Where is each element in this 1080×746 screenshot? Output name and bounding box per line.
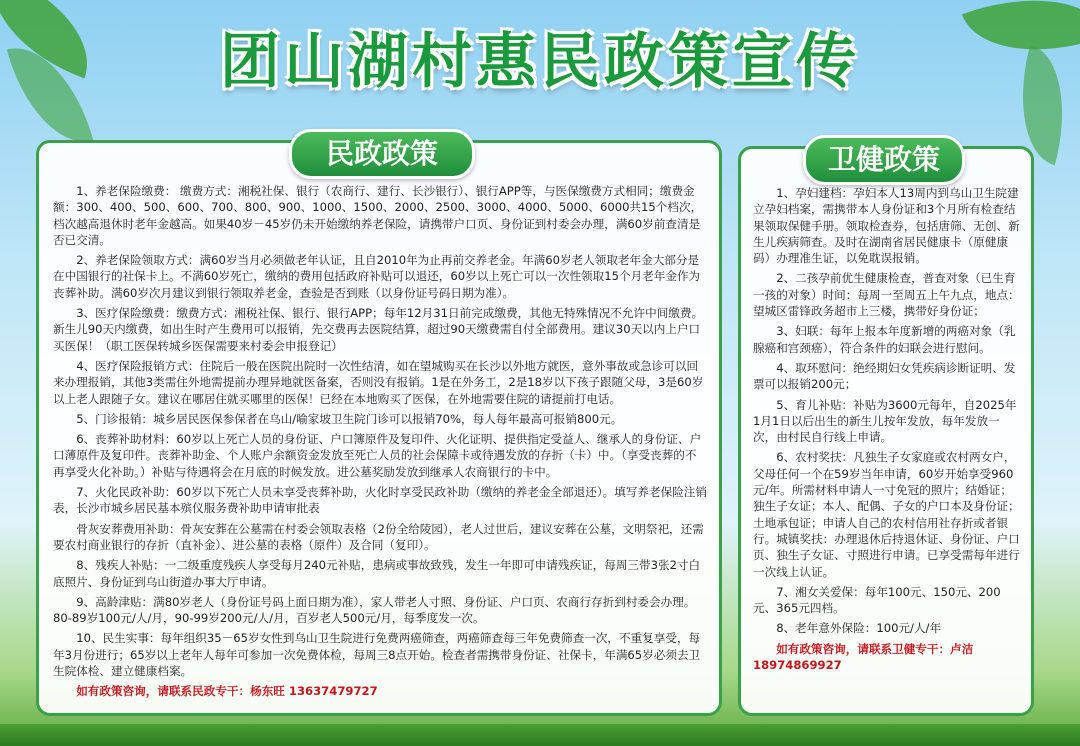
health-item-5: 5、育儿补贴：补贴为3600元每年，自2025年1月1日以后出生的新生儿按年发放，每年发放一次，由村民自行线上申请。 (753, 397, 1017, 445)
health-item-6: 6、农村奖扶：凡独生子女家庭或农村两女户，父母任何一个在59岁当年申请，60岁开始享受960元/年。所需材料申请人一寸免冠的照片；结婚证；独生子女证；本人、配偶、子女的户口本及身份证；土地承包证；申请人自己的农村信用社存折或者银行。城镇奖扶：办理退休后持退休证、身份证、户口页、独生子女证、寸照进行申请。已享受需每年进行一次线上认证。 (753, 450, 1020, 579)
health-panel (738, 143, 1034, 716)
civil-item-10: 10、民生实事：每年组织35－65岁女性到乌山卫生院进行免费两癌筛查，两癌筛查每三年免费筛查一次，不重复享受，每年3月份进行；65岁以上老年人每年可参加一次免费体检，每周三8点开始。检查者需携带身份证、社保卡，年满65岁必须去卫生院体检、建立健康档案。 (53, 631, 701, 679)
civil-item-3: 3、医疗保险缴费：缴费方式：湘税社保、银行、银行APP；每年12月31日前完成缴费，其他无特殊情况不允许中间缴费。新生儿90天内缴费，如出生时产生费用可以报销，先交费再去医院结算，超过90天缴费需自付全部费用。建议30天以内上户口买医保！（职工医保转城乡医保需要来村委会申报登记） (53, 306, 704, 353)
health-item-7: 7、湘女关爱保：每年100元、150元、200元、365元四档。 (753, 584, 1001, 616)
health-contact: 如有政策咨询，请联系卫健专干：卢洁 18974869927 (753, 641, 974, 673)
grass-border (0, 724, 1080, 746)
civil-item-6: 6、丧葬补助材料：60岁以上死亡人员的身份证、户口簿原件及复印件、火化证明、提供指定受益人、继承人的身份证、户口薄原件及复印件。丧葬补助金、个人账户余额资金发放至死亡人员的社会保障卡或待遇发放的存折（卡）中。（享受丧葬的不再享受火化补助。）补贴与待遇将会在月底的时候发放。进公墓奖励发放到继承人农商银行的卡中。 (53, 432, 702, 479)
page-title: 团山湖村惠民政策宣传 (220, 27, 860, 97)
civil-item-7: 7、火化民政补助：60岁以下死亡人员未享受丧葬补助，火化时享受民政补助（缴纳的养老金全部退还）。填写养老保险注销表，长沙市城乡居民基本殡仪服务费补助申请审批表 (53, 485, 707, 516)
civil-item-8: 8、残疾人补贴：一二级重度残疾人享受每月240元补贴，患病或事故致残，发生一年即可申请残疾证，每周三带3张2寸白底照片、身份证到乌山街道办事大厅申请。 (53, 558, 701, 589)
civil-item-7b: 骨灰安葬费用补助：骨灰安葬在公墓需在村委会领取表格（2份全给陵园），老人过世后，建议安葬在公墓，文明祭祀，还需要农村商业银行的存折（直补金）、进公墓的表格（原件）及合同（复印）。 (53, 521, 704, 552)
civil-item-1: 1、养老保险缴费： 缴费方式：湘税社保、银行（农商行、建行、长沙银行）、银行APP等，与医保缴费方式相同；缴费金额：300、400、500、600、700、800、900、1000、1500、2000、2500、3000、4000、5000、6000共15个档次，档次越高退休时老年金越高。如果40岁－45岁仍未开始缴纳养老保险，请携带户口页、身份证到村委会办理，满60岁前查清是否已交清。 (53, 184, 703, 247)
civil-item-4: 4、医疗保险报销方式：住院后一般在医院出院时一次性结清，如在望城购买在长沙以外地方就医，意外事故或急诊可以回来办理报销，其他3类需住外地需提前办理异地就医备案，否则没有报销。1是在外务工，2是18岁以下孩子跟随父母，3是60岁以上老人跟随子女。建议在哪居住就买哪里的医保！已经在本地购买了医保，在外地需要住院的请提前打电话。 (53, 358, 704, 406)
civil-item-2: 2、养老保险领取方式：满60岁当月必须做老年认证，且自2010年为止再前交养老金。年满60岁老人领取老年金大部分是在中国银行的社保卡上。不满60岁死亡，缴纳的费用包括政府补贴可以退还，60岁以上死亡可以一次性领取15个月老年金作为丧葬补助。满60岁次月建议到银行领取养老金，查验是否到账（以身份证号码日期为准）。 (53, 253, 701, 300)
civil-affairs-panel (36, 137, 722, 716)
health-item-8: 8、老年意外保险：100元/人/年 (776, 621, 942, 636)
health-item-1: 1、孕妇建档：孕妇本人13周内到乌山卫生院建立孕妇档案，需携带本人身份证和3个月所有检查结果领取保健手册。领取检查券，包括唐筛、无创、新生儿疾病筛查。及时在湖南省居民健康卡（原健康码）办理准生证，以免耽误报销。 (753, 186, 1020, 266)
health-item-4: 4、取环慰问：绝经期妇女凭疾病诊断证明、发票可以报销200元； (753, 360, 1016, 392)
civil-item-5: 5、门诊报销：城乡居民医保参保者在乌山/喻家坡卫生院门诊可以报销70%，每人每年最高可报销800元。 (76, 411, 623, 426)
civil-item-9: 9、高龄津贴：满80岁老人（身份证号码上面日期为准），家人带老人寸照、身份证、户口页、农商行存折到村委会办理。80-89岁100元/人/月，90-99岁200元/人/月，百岁老人500元/月，每季度发一次。 (53, 594, 696, 626)
health-item-2: 2、二孩孕前优生健康检查，普查对象（已生育一孩的对象）时间：每周一至周五上午九点，地点：望城区雷锋政务超市上三楼，携带好身份证； (753, 271, 1020, 319)
civil-affairs-body (53, 183, 707, 704)
health-body (753, 185, 1021, 677)
health-heading: 卫健政策 (803, 135, 965, 185)
civil-contact: 如有政策咨询，请联系民政专干：杨东旺 13637479727 (76, 684, 378, 699)
civil-affairs-heading: 民政政策 (289, 129, 475, 179)
health-item-3: 3、妇联：每年上报本年度新增的两癌对象（乳腺癌和宫颈癌），符合条件的妇联会进行慰问。 (753, 324, 1016, 355)
